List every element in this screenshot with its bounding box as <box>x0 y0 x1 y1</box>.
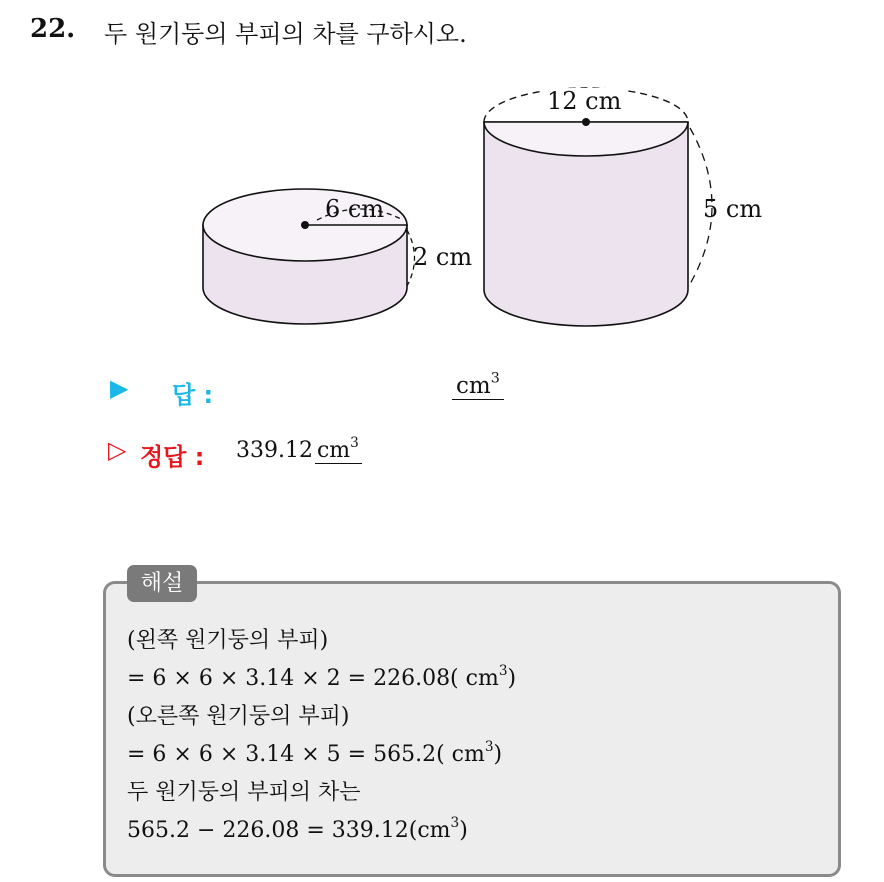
solution-exp: 3 <box>498 663 508 680</box>
solution-line <box>127 698 516 736</box>
question-number: 22. <box>30 14 76 44</box>
left-center-dot <box>301 221 309 229</box>
solution-line <box>127 736 516 774</box>
right-cylinder <box>484 87 762 326</box>
question-text: 두 원기둥의 부피의 차를 구하시오. <box>104 20 467 48</box>
solution-tag: 해설 <box>127 565 197 602</box>
right-height-label: 5 cm <box>703 195 763 223</box>
answer-arrow-icon: ▶ <box>110 374 129 402</box>
solution-exp: 3 <box>450 815 460 832</box>
right-center-dot <box>582 118 590 126</box>
correct-unit-exp: 3 <box>350 435 359 452</box>
solution-text: (왼쪽 원기둥의 부피) <box>127 628 329 653</box>
left-cylinder <box>203 189 472 324</box>
solution-line <box>127 660 516 698</box>
solution-text: 565.2 − 226.08 = 339.12(cm <box>127 818 451 843</box>
correct-unit-wrap <box>315 435 362 464</box>
solution-text-end: ) <box>459 818 468 843</box>
solution-text: (오른쪽 원기둥의 부피) <box>127 704 350 729</box>
answer-unit: cm <box>456 373 491 399</box>
solution-text: = 6 × 6 × 3.14 × 5 = 565.2( cm <box>127 742 485 767</box>
answer-unit-exp: 3 <box>490 370 500 387</box>
correct-value: 339.12 <box>236 438 313 463</box>
right-diameter-label: 12 cm <box>547 87 622 115</box>
answer-label: 답 : <box>172 381 214 409</box>
solution-text: = 6 × 6 × 3.14 × 2 = 226.08( cm <box>127 666 499 691</box>
correct-unit: cm <box>316 438 351 463</box>
correct-label: 정답 : <box>140 443 205 471</box>
cylinders-figure <box>0 0 884 360</box>
solution-line <box>127 812 516 850</box>
correct-arrow-icon: ▷ <box>108 436 127 464</box>
solution-text: 두 원기둥의 부피의 차는 <box>127 780 361 805</box>
left-height-label: 2 cm <box>413 243 473 271</box>
solution-line <box>127 774 516 812</box>
solution-exp: 3 <box>484 739 494 756</box>
left-radius-label: 6 cm <box>325 195 385 223</box>
solution-text-end: ) <box>507 666 517 691</box>
answer-blank[interactable] <box>452 370 504 400</box>
solution-text-end: ) <box>493 742 503 767</box>
solution-lines <box>127 622 516 850</box>
correct-answer <box>236 435 362 464</box>
solution-line <box>127 622 516 660</box>
